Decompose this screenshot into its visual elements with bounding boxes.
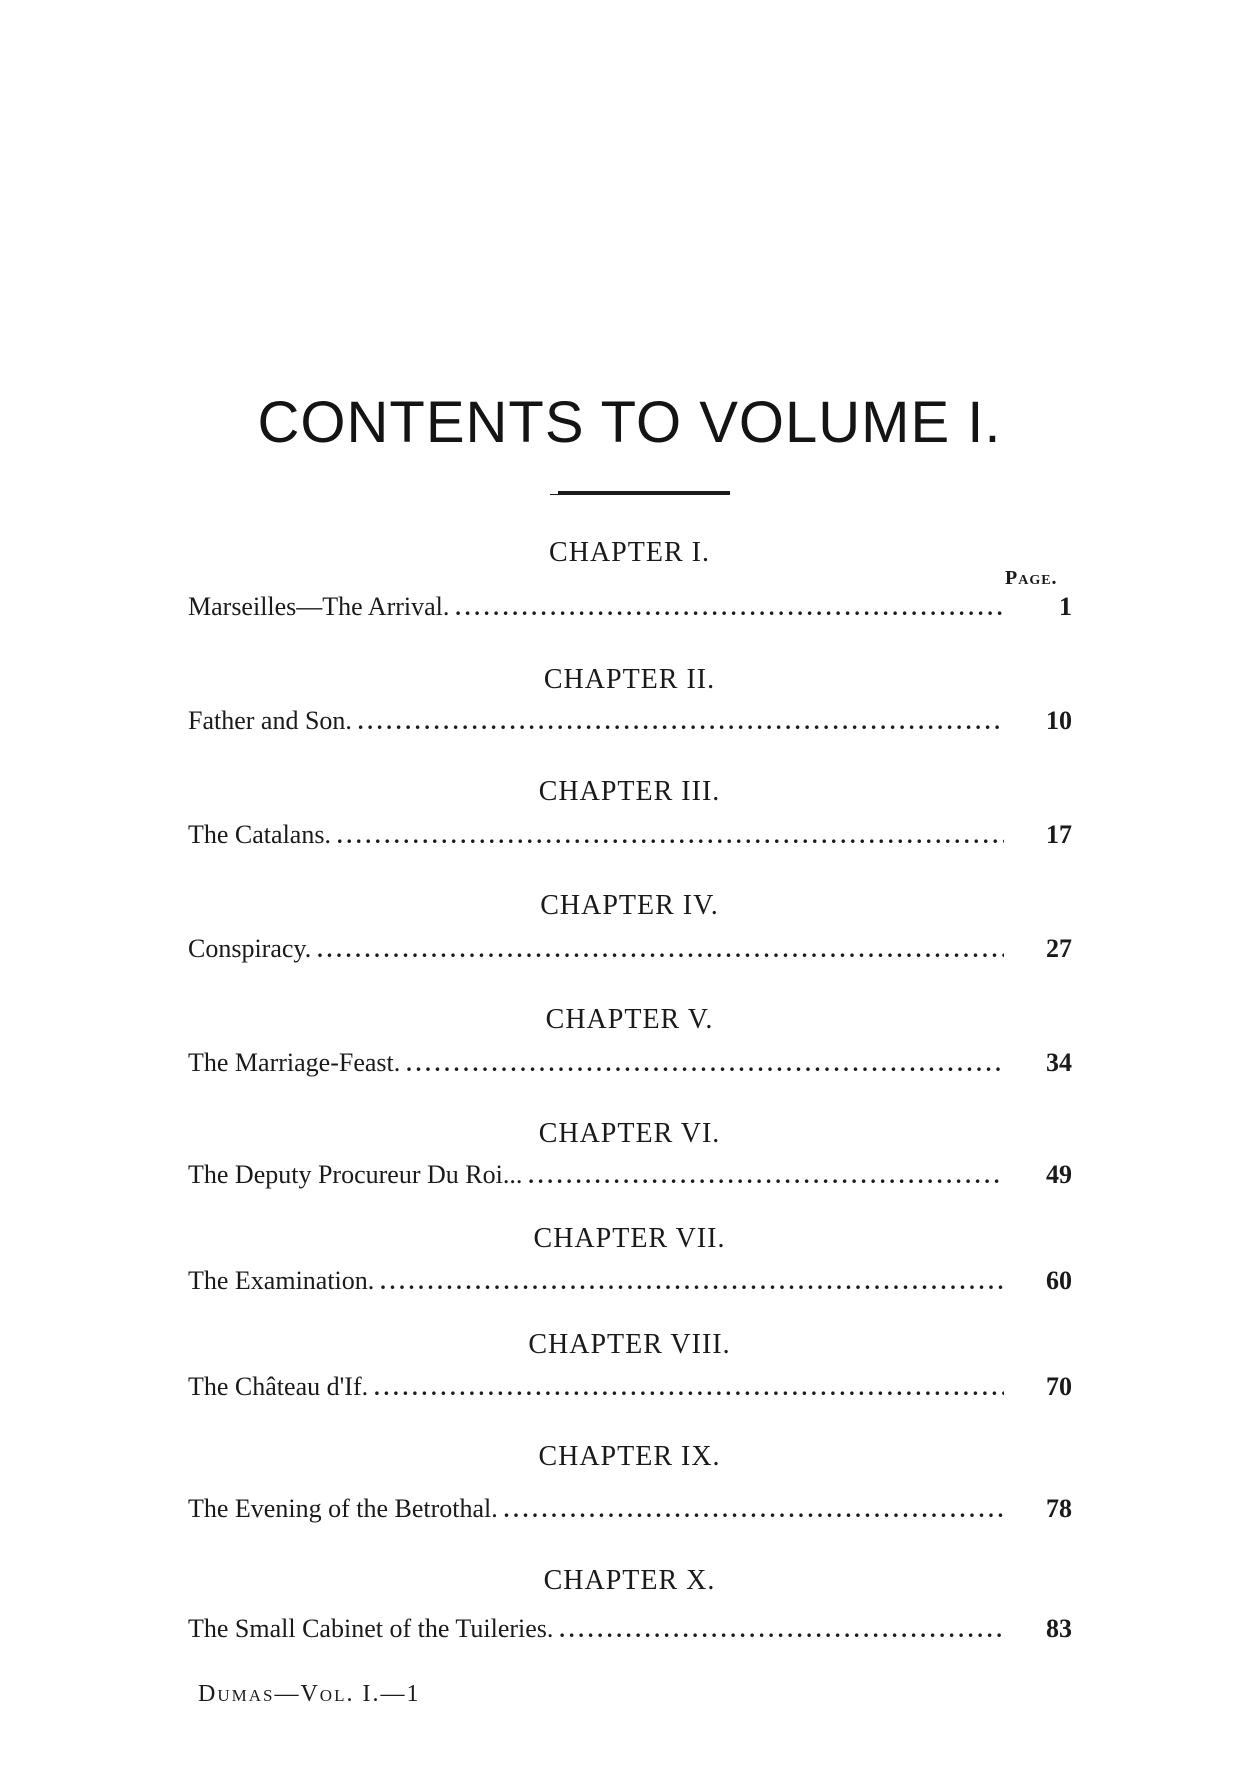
dot-leader [528,1159,1004,1193]
chapter-heading: CHAPTER IV. [540,890,719,921]
title-rule [558,491,730,495]
toc-entry-title: The Deputy Procureur Du Roi... [188,1160,523,1189]
toc-entry-page: 60 [1046,1266,1072,1295]
toc-entry-page: 34 [1046,1048,1072,1077]
toc-entry-page: 83 [1046,1614,1072,1643]
chapter-heading: CHAPTER IX. [538,1441,721,1472]
chapter-heading: CHAPTER I. [549,537,710,568]
chapter-heading: CHAPTER VI. [538,1118,721,1149]
toc-entry-title: The Catalans. [188,820,331,849]
chapter-heading: CHAPTER X. [543,1565,716,1596]
chapter-heading: CHAPTER VII. [533,1223,726,1254]
toc-entry-title: The Marriage-Feast. [188,1048,401,1077]
toc-entry [188,1370,1072,1404]
dot-leader [374,1371,1004,1405]
page-title: CONTENTS TO VOLUME I. [257,390,1002,455]
toc-entry [188,1046,1072,1080]
toc-entry [188,704,1072,738]
footer-signature: Dumas—Vol. I.—1 [198,1681,421,1707]
chapter-heading: CHAPTER II. [543,664,716,695]
toc-entry [188,590,1072,624]
toc-entry-title: The Examination. [188,1266,375,1295]
dot-leader [337,819,1004,853]
dot-leader [455,591,1004,625]
toc-entry [188,932,1072,966]
page-column-label: Page. [1005,567,1058,589]
dot-leader [358,705,1004,739]
dot-leader [317,933,1004,967]
chapter-heading: CHAPTER VIII. [528,1329,731,1360]
toc-entry-page: 27 [1046,934,1072,963]
chapter-heading: CHAPTER V. [545,1004,714,1035]
toc-entry-page: 49 [1046,1160,1072,1189]
toc-entry-page: 70 [1046,1372,1072,1401]
toc-entry [188,1158,1072,1192]
toc-entry [188,1612,1072,1646]
toc-entry-page: 1 [1059,592,1072,621]
toc-entry-title: The Small Cabinet of the Tuileries. [188,1614,554,1643]
toc-entry-title: The Evening of the Betrothal. [188,1494,498,1523]
toc-entry [188,1492,1072,1526]
toc-entry [188,818,1072,852]
toc-entry-title: Father and Son. [188,706,352,735]
toc-entry-page: 78 [1046,1494,1072,1523]
toc-entry-title: The Château d'If. [188,1372,369,1401]
toc-entry-title: Marseilles—The Arrival. [188,592,450,621]
toc-entry-page: 17 [1046,820,1072,849]
toc-entry-page: 10 [1046,706,1072,735]
dot-leader [406,1047,1004,1081]
dot-leader [380,1265,1004,1299]
toc-entry-title: Conspiracy. [188,934,312,963]
dot-leader [504,1493,1004,1527]
toc-entry [188,1264,1072,1298]
dot-leader [559,1613,1004,1647]
chapter-heading: CHAPTER III. [538,776,721,807]
